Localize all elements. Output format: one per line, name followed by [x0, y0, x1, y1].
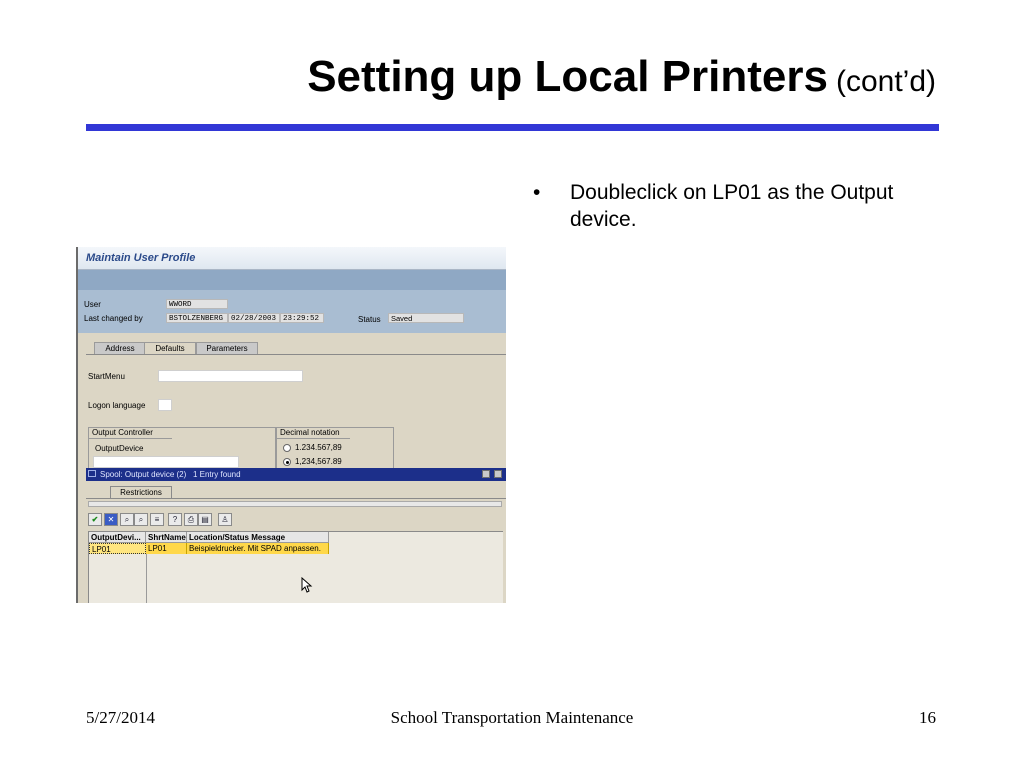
save-list-icon[interactable]: ▤ [198, 513, 212, 526]
print-icon[interactable]: ⎙ [184, 513, 198, 526]
footer-date: 5/27/2014 [86, 708, 155, 727]
mouse-cursor-icon [301, 577, 313, 593]
tab-address[interactable]: Address [94, 342, 146, 355]
popup-minimize-icon[interactable] [482, 470, 490, 478]
start-menu-input[interactable] [158, 370, 303, 382]
decimal-notation-title: Decimal notation [277, 428, 350, 439]
user-field[interactable]: WWORD [166, 299, 228, 309]
cancel-icon[interactable]: ✕ [104, 513, 118, 526]
results-grid [88, 531, 503, 603]
decimal-option-label-2: 1,234,567.89 [295, 457, 342, 466]
logon-language-input[interactable] [158, 399, 172, 411]
bullet-text: Doubleclick on LP01 as the Output device. [570, 181, 894, 231]
footer-page-number: 16 [919, 708, 936, 727]
grid-divider [146, 554, 147, 603]
decimal-option-label-1: 1.234.567,89 [295, 443, 342, 452]
logon-language-label: Logon language [88, 401, 146, 410]
column-header-location[interactable]: Location/Status Message [187, 532, 329, 543]
output-controller-group [88, 427, 276, 471]
output-device-input[interactable] [93, 456, 239, 468]
slide-title-suffix: (cont’d) [835, 65, 936, 98]
popup-body [86, 481, 506, 603]
last-changed-label: Last changed by [84, 314, 143, 323]
sap-screenshot [76, 247, 506, 603]
decimal-option-radio-1[interactable] [283, 444, 291, 452]
tab-strip-divider [86, 354, 506, 355]
decimal-option-radio-2[interactable] [283, 458, 291, 466]
output-controller-title: Output Controller [89, 428, 172, 439]
person-icon[interactable]: ♙ [218, 513, 232, 526]
column-header-short-name[interactable]: ShrtName [148, 533, 186, 542]
column-header-output-device[interactable]: OutputDevi... [89, 532, 146, 543]
restrictions-divider [86, 498, 506, 499]
popup-window-icon [88, 470, 96, 477]
info-icon[interactable]: ? [168, 513, 182, 526]
sap-window-title: Maintain User Profile [86, 252, 196, 264]
status-label: Status [358, 315, 381, 324]
decimal-notation-group [276, 427, 394, 471]
popup-title-bar [86, 468, 506, 481]
start-menu-label: StartMenu [88, 372, 125, 381]
footer-title: School Transportation Maintenance [390, 708, 634, 727]
find-icon[interactable]: ⌕ [120, 513, 134, 526]
user-label: User [84, 300, 101, 309]
bullet-dot-icon: • [533, 181, 541, 204]
result-cell-short-name[interactable]: LP01 [146, 543, 187, 554]
find-next-icon[interactable]: ⌕ [134, 513, 148, 526]
popup-close-icon[interactable] [494, 470, 502, 478]
tab-parameters[interactable]: Parameters [196, 342, 258, 355]
sap-title-bar [78, 247, 506, 270]
last-changed-time-field: 23:29:52 [280, 313, 324, 323]
last-changed-date-field: 02/28/2003 [228, 313, 280, 323]
title-rule [86, 124, 939, 131]
slide-title-main: Setting up Local Printers [307, 52, 828, 101]
sap-header-area [78, 290, 506, 333]
check-icon[interactable]: ✔ [88, 513, 102, 526]
restrictions-scrollbar[interactable] [88, 501, 502, 507]
popup-title-text: Spool: Output device (2) [100, 470, 187, 479]
result-cell-output-device[interactable]: LP01 [89, 543, 146, 554]
tab-defaults[interactable]: Defaults [144, 342, 196, 355]
status-field: Saved [388, 313, 464, 323]
popup-title [100, 470, 241, 479]
result-cell-location[interactable]: Beispieldrucker. Mit SPAD anpassen. [187, 543, 329, 554]
sap-toolbar-band [78, 270, 506, 290]
tab-restrictions[interactable]: Restrictions [110, 486, 172, 499]
slide-title [307, 52, 936, 102]
popup-entries-found: 1 Entry found [192, 470, 241, 479]
sort-icon[interactable]: ≡ [150, 513, 164, 526]
last-changed-user-field: BSTOLZENBERG [166, 313, 228, 323]
output-device-label: OutputDevice [95, 444, 144, 453]
